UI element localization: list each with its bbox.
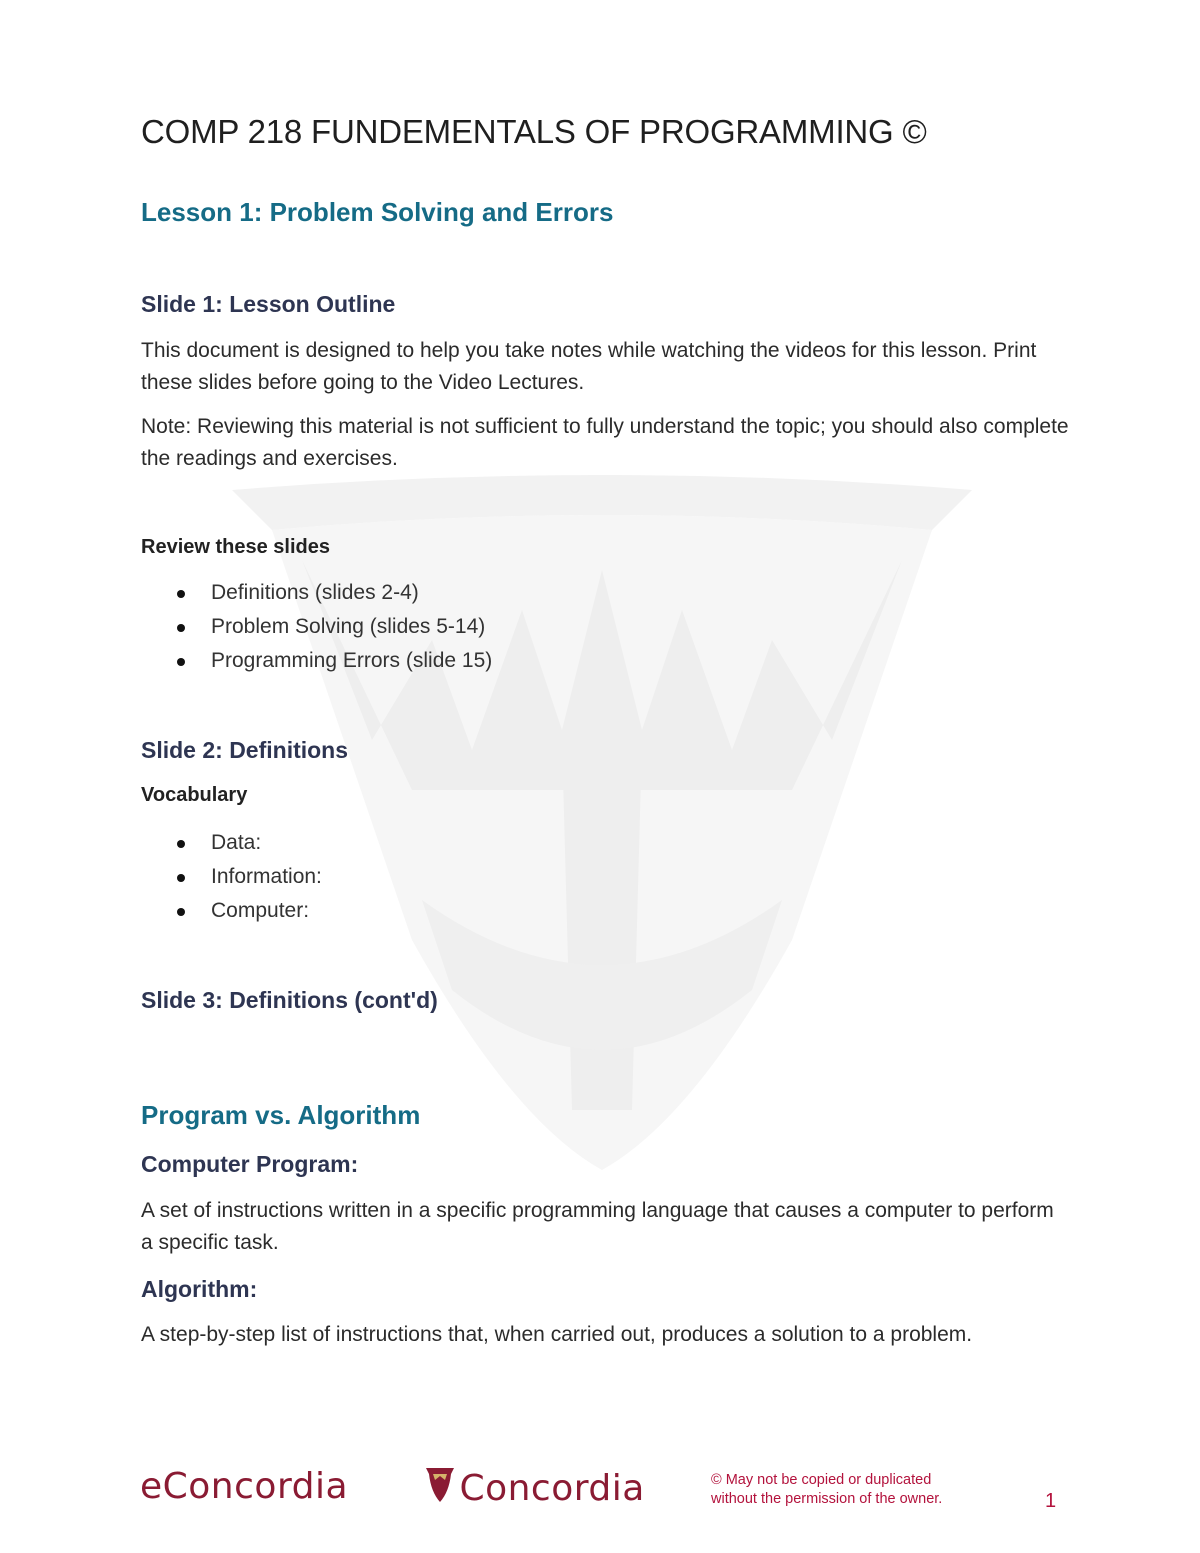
slide1-intro-paragraph: This document is designed to help you take notes while watching the videos for this lesson. Print these slides before going to the Video Lectures.: [141, 339, 1037, 394]
slide2-heading: Slide 2: Definitions: [141, 737, 349, 763]
list-item: Information:: [141, 860, 322, 894]
program-vs-algorithm-heading: Program vs. Algorithm: [141, 1100, 421, 1130]
list-item: Programming Errors (slide 15): [141, 644, 492, 678]
slide3-heading: Slide 3: Definitions (cont'd): [141, 987, 438, 1013]
copyright-line: without the permission of the owner.: [711, 1491, 943, 1507]
computer-program-text: A set of instructions written in a specific programming language that causes a computer to perform a specific task.: [141, 1199, 1054, 1254]
list-item: Definitions (slides 2-4): [141, 576, 492, 610]
algorithm-text: A step-by-step list of instructions that, when carried out, produces a solution to a problem.: [141, 1323, 973, 1346]
page-number: 1: [1045, 1490, 1057, 1512]
algorithm-heading: Algorithm:: [141, 1276, 258, 1302]
vocabulary-list: [141, 826, 322, 928]
computer-program-heading: Computer Program:: [141, 1151, 359, 1177]
review-list: [141, 576, 492, 678]
lesson-heading: Lesson 1: Problem Solving and Errors: [141, 197, 614, 227]
copyright-notice: [711, 1471, 942, 1509]
vocabulary-heading: Vocabulary: [141, 784, 248, 806]
slide1-heading: Slide 1: Lesson Outline: [141, 291, 396, 317]
econcordia-logo: [140, 1466, 348, 1507]
slide1-note-paragraph: Note: Reviewing this material is not sufficient to fully understand the topic; you should also complete the readings and exercises.: [141, 415, 1069, 470]
concordia-shield-icon: [425, 1466, 455, 1504]
copyright-line: © May not be copied or duplicated: [711, 1472, 932, 1488]
econcordia-logo-text: eConcordia: [140, 1466, 349, 1507]
list-item: Computer:: [141, 894, 322, 928]
concordia-logo-text: Concordia: [459, 1468, 645, 1509]
review-heading: Review these slides: [141, 536, 330, 558]
list-item: Data:: [141, 826, 322, 860]
document-title: COMP 218 FUNDEMENTALS OF PROGRAMMING ©: [141, 113, 927, 150]
concordia-logo: [425, 1466, 645, 1509]
list-item: Problem Solving (slides 5-14): [141, 610, 492, 644]
